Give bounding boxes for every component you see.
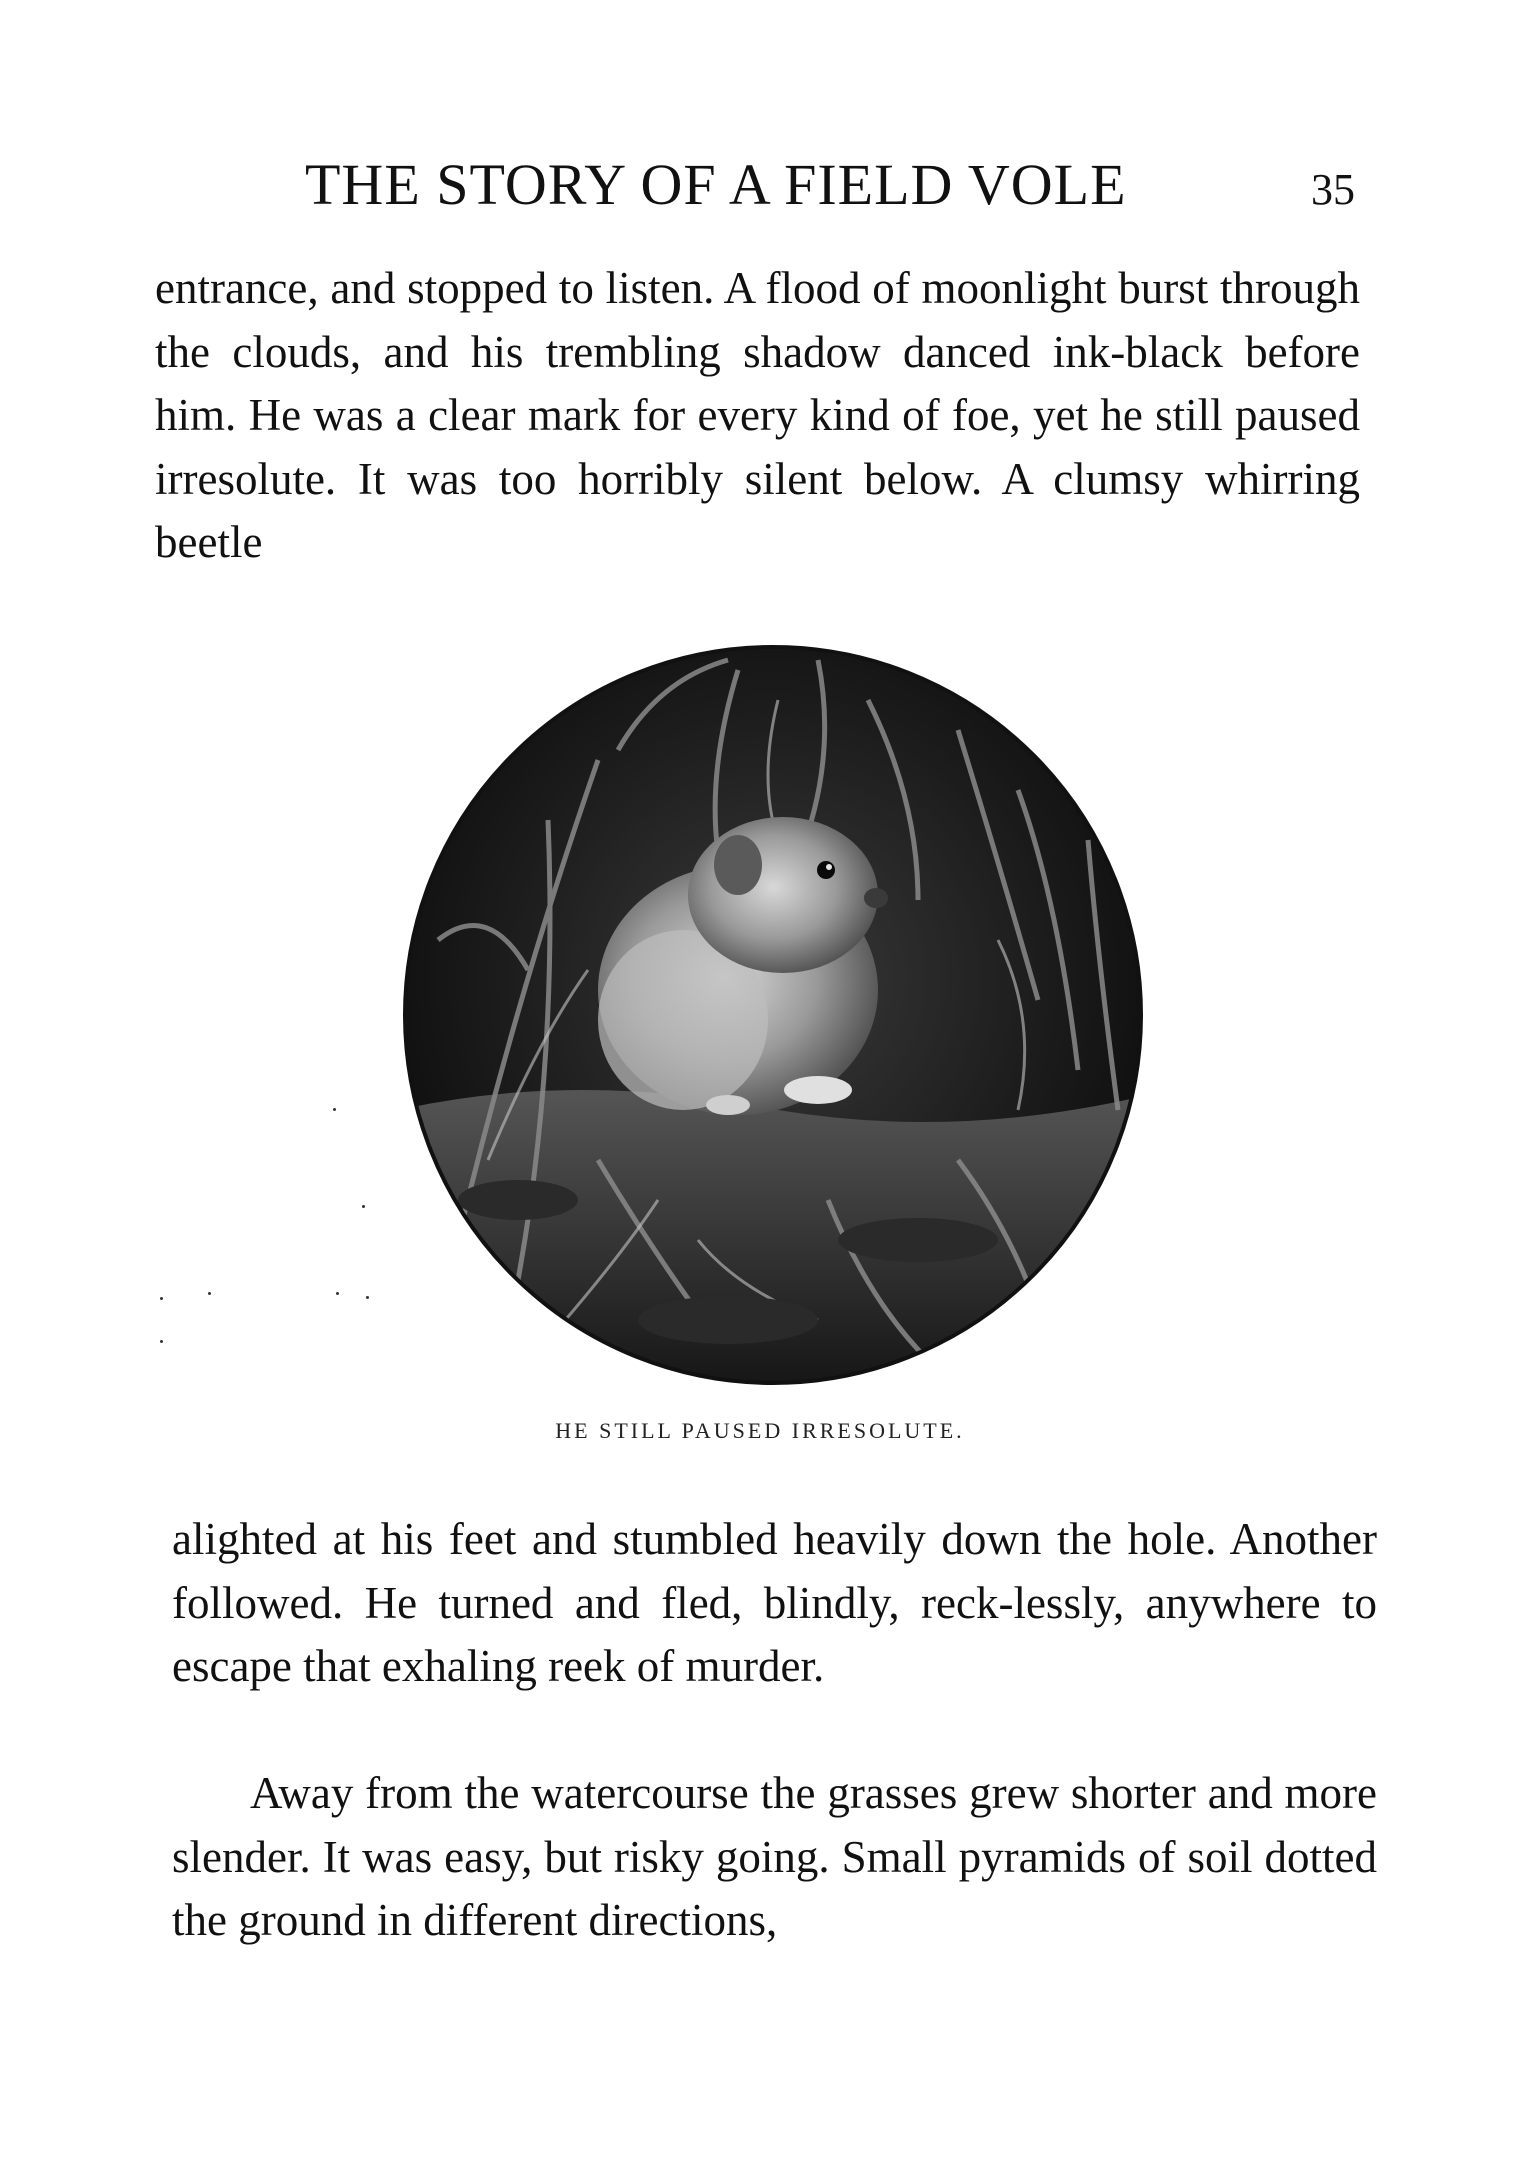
page-number: 35 xyxy=(1311,165,1355,214)
speck xyxy=(160,1297,163,1300)
speck xyxy=(208,1292,211,1295)
paragraph-bottom-1: alighted at his feet and stumbled heavily down the hole. Another followed. He turned and fled, blindly, reck-lessly, anywhere to escape that exhaling reek of murder. xyxy=(172,1514,1377,1691)
speck xyxy=(336,1292,339,1295)
paragraph-bottom-2: Away from the watercourse the grasses grew shorter and more slender. It was easy, but risky going. Small pyramids of soil dotted the ground in different directions, xyxy=(172,1768,1377,1945)
paragraph-top: entrance, and stopped to listen. A flood of moonlight burst through the clouds, and his trembling shadow danced ink-black before him. He was a clear mark for every kind of foe, yet he still paused irresolute. It was too horribly silent below. A clumsy whirring beetle xyxy=(155,263,1360,567)
running-title: THE STORY OF A FIELD VOLE xyxy=(305,152,1127,217)
vole-illustration xyxy=(398,640,1148,1390)
speck xyxy=(366,1296,369,1299)
speck xyxy=(160,1340,163,1343)
illustration-caption: HE STILL PAUSED IRRESOLUTE. xyxy=(555,1418,965,1443)
speck xyxy=(333,1108,336,1111)
speck xyxy=(362,1205,365,1208)
vole-photo-circle xyxy=(398,640,1148,1390)
running-head xyxy=(305,150,1355,220)
